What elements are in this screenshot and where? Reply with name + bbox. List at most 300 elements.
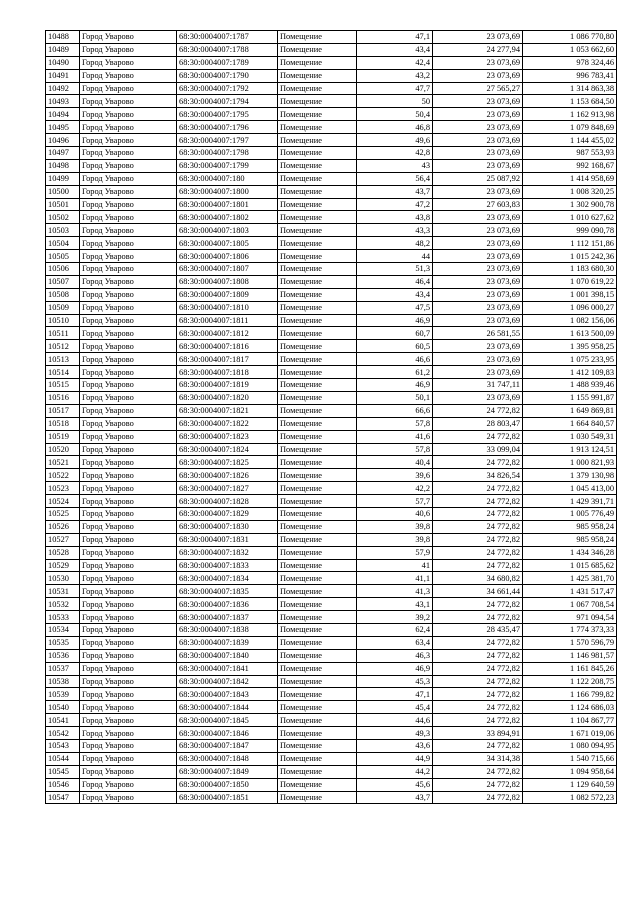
area-cell: 50,1 [357, 391, 433, 404]
unit-cost-cell: 23 073,69 [433, 56, 523, 69]
table-row [46, 185, 617, 198]
row-number-cell: 10501 [46, 198, 80, 211]
area-cell: 48,2 [357, 237, 433, 250]
table-row [46, 31, 617, 44]
cadastral-number-cell: 68:30:0004007:1799 [177, 159, 278, 172]
cadastral-number-cell: 68:30:0004007:1841 [177, 662, 278, 675]
table-row [46, 379, 617, 392]
area-cell: 49,6 [357, 134, 433, 147]
area-cell: 42,2 [357, 482, 433, 495]
area-cell: 60,7 [357, 327, 433, 340]
table-row [46, 752, 617, 765]
unit-cost-cell: 23 073,69 [433, 288, 523, 301]
row-number-cell: 10536 [46, 649, 80, 662]
area-cell: 47,5 [357, 301, 433, 314]
area-cell: 39,6 [357, 469, 433, 482]
area-cell: 45,3 [357, 675, 433, 688]
unit-cost-cell: 23 073,69 [433, 250, 523, 263]
unit-cost-cell: 23 073,69 [433, 275, 523, 288]
cadastral-value-cell: 1 144 455,02 [523, 134, 617, 147]
area-cell: 45,6 [357, 778, 433, 791]
cadastral-value-cell: 1 671 019,06 [523, 727, 617, 740]
table-row [46, 701, 617, 714]
cadastral-value-cell: 1 000 821,93 [523, 456, 617, 469]
cadastral-value-cell: 1 314 863,38 [523, 82, 617, 95]
settlement-name-cell: Город Уварово [80, 198, 177, 211]
table-row [46, 417, 617, 430]
unit-cost-cell: 24 772,82 [433, 533, 523, 546]
unit-cost-cell: 23 073,69 [433, 340, 523, 353]
table-row [46, 366, 617, 379]
cadastral-value-cell: 1 015 242,36 [523, 250, 617, 263]
area-cell: 46,9 [357, 662, 433, 675]
unit-cost-cell: 34 314,38 [433, 752, 523, 765]
settlement-name-cell: Город Уварово [80, 31, 177, 44]
cadastral-number-cell: 68:30:0004007:1788 [177, 43, 278, 56]
object-type-cell: Помещение [278, 185, 357, 198]
table-row [46, 56, 617, 69]
settlement-name-cell: Город Уварово [80, 301, 177, 314]
row-number-cell: 10495 [46, 121, 80, 134]
table-row [46, 688, 617, 701]
settlement-name-cell: Город Уварово [80, 82, 177, 95]
table-row [46, 108, 617, 121]
settlement-name-cell: Город Уварово [80, 56, 177, 69]
row-number-cell: 10490 [46, 56, 80, 69]
cadastral-number-cell: 68:30:0004007:1792 [177, 82, 278, 95]
settlement-name-cell: Город Уварово [80, 263, 177, 276]
area-cell: 41,3 [357, 585, 433, 598]
object-type-cell: Помещение [278, 675, 357, 688]
object-type-cell: Помещение [278, 301, 357, 314]
object-type-cell: Помещение [278, 379, 357, 392]
cadastral-number-cell: 68:30:0004007:1848 [177, 752, 278, 765]
area-cell: 46,3 [357, 649, 433, 662]
row-number-cell: 10539 [46, 688, 80, 701]
row-number-cell: 10489 [46, 43, 80, 56]
cadastral-number-cell: 68:30:0004007:1838 [177, 623, 278, 636]
settlement-name-cell: Город Уварово [80, 611, 177, 624]
unit-cost-cell: 23 073,69 [433, 391, 523, 404]
cadastral-value-cell: 1 302 900,78 [523, 198, 617, 211]
area-cell: 47,2 [357, 198, 433, 211]
cadastral-value-cell: 1 913 124,51 [523, 443, 617, 456]
area-cell: 43,2 [357, 69, 433, 82]
cadastral-value-cell: 1 005 776,49 [523, 507, 617, 520]
settlement-name-cell: Город Уварово [80, 662, 177, 675]
area-cell: 62,4 [357, 623, 433, 636]
cadastral-value-cell: 1 080 094,95 [523, 739, 617, 752]
table-row [46, 623, 617, 636]
cadastral-number-cell: 68:30:0004007:1847 [177, 739, 278, 752]
object-type-cell: Помещение [278, 636, 357, 649]
table-row [46, 275, 617, 288]
unit-cost-cell: 24 772,82 [433, 546, 523, 559]
settlement-name-cell: Город Уварово [80, 520, 177, 533]
settlement-name-cell: Город Уварово [80, 69, 177, 82]
cadastral-value-cell: 1 488 939,46 [523, 379, 617, 392]
row-number-cell: 10527 [46, 533, 80, 546]
unit-cost-cell: 24 772,82 [433, 611, 523, 624]
cadastral-number-cell: 68:30:0004007:1834 [177, 572, 278, 585]
object-type-cell: Помещение [278, 69, 357, 82]
row-number-cell: 10505 [46, 250, 80, 263]
cadastral-number-cell: 68:30:0004007:1823 [177, 430, 278, 443]
object-type-cell: Помещение [278, 211, 357, 224]
unit-cost-cell: 24 772,82 [433, 791, 523, 804]
table-row [46, 443, 617, 456]
settlement-name-cell: Город Уварово [80, 714, 177, 727]
unit-cost-cell: 24 772,82 [433, 739, 523, 752]
object-type-cell: Помещение [278, 327, 357, 340]
settlement-name-cell: Город Уварово [80, 778, 177, 791]
area-cell: 44,6 [357, 714, 433, 727]
object-type-cell: Помещение [278, 662, 357, 675]
area-cell: 60,5 [357, 340, 433, 353]
object-type-cell: Помещение [278, 739, 357, 752]
object-type-cell: Помещение [278, 456, 357, 469]
cadastral-value-cell: 1 166 799,82 [523, 688, 617, 701]
settlement-name-cell: Город Уварово [80, 159, 177, 172]
cadastral-value-cell: 1 412 109,83 [523, 366, 617, 379]
table-row [46, 263, 617, 276]
cadastral-number-cell: 68:30:0004007:1846 [177, 727, 278, 740]
table-row [46, 495, 617, 508]
unit-cost-cell: 34 661,44 [433, 585, 523, 598]
cadastral-number-cell: 68:30:0004007:1807 [177, 263, 278, 276]
object-type-cell: Помещение [278, 353, 357, 366]
cadastral-value-cell: 1 079 848,69 [523, 121, 617, 134]
cadastral-value-cell: 1 104 867,77 [523, 714, 617, 727]
row-number-cell: 10493 [46, 95, 80, 108]
object-type-cell: Помещение [278, 263, 357, 276]
row-number-cell: 10525 [46, 507, 80, 520]
object-type-cell: Помещение [278, 559, 357, 572]
unit-cost-cell: 23 073,69 [433, 366, 523, 379]
unit-cost-cell: 24 772,82 [433, 765, 523, 778]
row-number-cell: 10523 [46, 482, 80, 495]
row-number-cell: 10507 [46, 275, 80, 288]
unit-cost-cell: 28 803,47 [433, 417, 523, 430]
table-row [46, 224, 617, 237]
area-cell: 39,8 [357, 533, 433, 546]
row-number-cell: 10497 [46, 147, 80, 160]
unit-cost-cell: 24 772,82 [433, 649, 523, 662]
row-number-cell: 10528 [46, 546, 80, 559]
object-type-cell: Помещение [278, 134, 357, 147]
settlement-name-cell: Город Уварово [80, 147, 177, 160]
object-type-cell: Помещение [278, 340, 357, 353]
object-type-cell: Помещение [278, 430, 357, 443]
unit-cost-cell: 23 073,69 [433, 69, 523, 82]
unit-cost-cell: 24 772,82 [433, 495, 523, 508]
object-type-cell: Помещение [278, 546, 357, 559]
settlement-name-cell: Город Уварово [80, 688, 177, 701]
cadastral-value-cell: 971 094,54 [523, 611, 617, 624]
table-row [46, 314, 617, 327]
area-cell: 41 [357, 559, 433, 572]
settlement-name-cell: Город Уварово [80, 340, 177, 353]
row-number-cell: 10492 [46, 82, 80, 95]
row-number-cell: 10514 [46, 366, 80, 379]
settlement-name-cell: Город Уварово [80, 623, 177, 636]
unit-cost-cell: 24 772,82 [433, 598, 523, 611]
settlement-name-cell: Город Уварово [80, 701, 177, 714]
cadastral-number-cell: 68:30:0004007:1828 [177, 495, 278, 508]
table-row [46, 211, 617, 224]
unit-cost-cell: 24 772,82 [433, 778, 523, 791]
cadastral-number-cell: 68:30:0004007:1844 [177, 701, 278, 714]
row-number-cell: 10521 [46, 456, 80, 469]
unit-cost-cell: 24 772,82 [433, 482, 523, 495]
settlement-name-cell: Город Уварово [80, 121, 177, 134]
settlement-name-cell: Город Уварово [80, 482, 177, 495]
settlement-name-cell: Город Уварово [80, 752, 177, 765]
unit-cost-cell: 23 073,69 [433, 263, 523, 276]
table-row [46, 159, 617, 172]
cadastral-value-cell: 1 067 708,54 [523, 598, 617, 611]
unit-cost-cell: 24 772,82 [433, 675, 523, 688]
row-number-cell: 10504 [46, 237, 80, 250]
object-type-cell: Помещение [278, 56, 357, 69]
cadastral-number-cell: 68:30:0004007:1789 [177, 56, 278, 69]
table-row [46, 714, 617, 727]
unit-cost-cell: 33 099,04 [433, 443, 523, 456]
cadastral-value-cell: 1 434 346,28 [523, 546, 617, 559]
area-cell: 51,3 [357, 263, 433, 276]
settlement-name-cell: Город Уварово [80, 456, 177, 469]
area-cell: 49,3 [357, 727, 433, 740]
area-cell: 43,7 [357, 791, 433, 804]
settlement-name-cell: Город Уварово [80, 727, 177, 740]
cadastral-value-cell: 1 414 958,69 [523, 172, 617, 185]
area-cell: 41,1 [357, 572, 433, 585]
object-type-cell: Помещение [278, 778, 357, 791]
object-type-cell: Помещение [278, 43, 357, 56]
cadastral-number-cell: 68:30:0004007:180 [177, 172, 278, 185]
cadastral-value-cell: 1 431 517,47 [523, 585, 617, 598]
settlement-name-cell: Город Уварово [80, 469, 177, 482]
area-cell: 44,9 [357, 752, 433, 765]
settlement-name-cell: Город Уварово [80, 430, 177, 443]
cadastral-value-cell: 1 429 391,71 [523, 495, 617, 508]
settlement-name-cell: Город Уварово [80, 314, 177, 327]
object-type-cell: Помещение [278, 495, 357, 508]
table-row [46, 69, 617, 82]
table-row [46, 327, 617, 340]
row-number-cell: 10546 [46, 778, 80, 791]
object-type-cell: Помещение [278, 391, 357, 404]
object-type-cell: Помещение [278, 95, 357, 108]
cadastral-number-cell: 68:30:0004007:1790 [177, 69, 278, 82]
cadastral-number-cell: 68:30:0004007:1808 [177, 275, 278, 288]
row-number-cell: 10516 [46, 391, 80, 404]
table-row [46, 765, 617, 778]
cadastral-number-cell: 68:30:0004007:1803 [177, 224, 278, 237]
row-number-cell: 10533 [46, 611, 80, 624]
row-number-cell: 10540 [46, 701, 80, 714]
area-cell: 40,4 [357, 456, 433, 469]
cadastral-value-cell: 1 030 549,31 [523, 430, 617, 443]
settlement-name-cell: Город Уварово [80, 211, 177, 224]
cadastral-value-cell: 1 008 320,25 [523, 185, 617, 198]
area-cell: 47,7 [357, 82, 433, 95]
settlement-name-cell: Город Уварово [80, 108, 177, 121]
unit-cost-cell: 23 073,69 [433, 224, 523, 237]
row-number-cell: 10519 [46, 430, 80, 443]
object-type-cell: Помещение [278, 533, 357, 546]
table-row [46, 340, 617, 353]
table-row [46, 288, 617, 301]
object-type-cell: Помещение [278, 507, 357, 520]
cadastral-number-cell: 68:30:0004007:1851 [177, 791, 278, 804]
cadastral-value-cell: 1 395 958,25 [523, 340, 617, 353]
cadastral-number-cell: 68:30:0004007:1827 [177, 482, 278, 495]
settlement-name-cell: Город Уварово [80, 288, 177, 301]
unit-cost-cell: 24 772,82 [433, 404, 523, 417]
area-cell: 57,8 [357, 417, 433, 430]
table-row [46, 430, 617, 443]
settlement-name-cell: Город Уварово [80, 546, 177, 559]
row-number-cell: 10488 [46, 31, 80, 44]
settlement-name-cell: Город Уварово [80, 636, 177, 649]
table-row [46, 456, 617, 469]
row-number-cell: 10515 [46, 379, 80, 392]
cadastral-value-cell: 1 122 208,75 [523, 675, 617, 688]
area-cell: 39,8 [357, 520, 433, 533]
cadastral-value-cell: 1 570 596,79 [523, 636, 617, 649]
object-type-cell: Помещение [278, 237, 357, 250]
unit-cost-cell: 23 073,69 [433, 147, 523, 160]
area-cell: 40,6 [357, 507, 433, 520]
unit-cost-cell: 28 435,47 [433, 623, 523, 636]
cadastral-value-cell: 1 082 156,06 [523, 314, 617, 327]
unit-cost-cell: 23 073,69 [433, 108, 523, 121]
row-number-cell: 10530 [46, 572, 80, 585]
settlement-name-cell: Город Уварово [80, 533, 177, 546]
table-row [46, 172, 617, 185]
object-type-cell: Помещение [278, 224, 357, 237]
area-cell: 43,8 [357, 211, 433, 224]
cadastral-value-cell: 1 124 686,03 [523, 701, 617, 714]
cadastral-value-table [45, 30, 617, 804]
area-cell: 42,4 [357, 56, 433, 69]
cadastral-number-cell: 68:30:0004007:1832 [177, 546, 278, 559]
cadastral-number-cell: 68:30:0004007:1810 [177, 301, 278, 314]
settlement-name-cell: Город Уварово [80, 327, 177, 340]
object-type-cell: Помещение [278, 288, 357, 301]
table-row [46, 559, 617, 572]
row-number-cell: 10541 [46, 714, 80, 727]
row-number-cell: 10509 [46, 301, 80, 314]
table-row [46, 353, 617, 366]
area-cell: 46,8 [357, 121, 433, 134]
row-number-cell: 10512 [46, 340, 80, 353]
row-number-cell: 10529 [46, 559, 80, 572]
settlement-name-cell: Город Уварово [80, 559, 177, 572]
cadastral-number-cell: 68:30:0004007:1795 [177, 108, 278, 121]
object-type-cell: Помещение [278, 314, 357, 327]
object-type-cell: Помещение [278, 108, 357, 121]
table-row [46, 147, 617, 160]
area-cell: 41,6 [357, 430, 433, 443]
table-row [46, 95, 617, 108]
settlement-name-cell: Город Уварово [80, 649, 177, 662]
cadastral-number-cell: 68:30:0004007:1820 [177, 391, 278, 404]
cadastral-value-cell: 1 129 640,59 [523, 778, 617, 791]
cadastral-number-cell: 68:30:0004007:1796 [177, 121, 278, 134]
row-number-cell: 10544 [46, 752, 80, 765]
settlement-name-cell: Город Уварово [80, 353, 177, 366]
cadastral-value-cell: 1 053 662,60 [523, 43, 617, 56]
unit-cost-cell: 23 073,69 [433, 31, 523, 44]
unit-cost-cell: 23 073,69 [433, 353, 523, 366]
cadastral-number-cell: 68:30:0004007:1819 [177, 379, 278, 392]
table-row [46, 82, 617, 95]
object-type-cell: Помещение [278, 752, 357, 765]
unit-cost-cell: 24 277,94 [433, 43, 523, 56]
unit-cost-cell: 34 826,54 [433, 469, 523, 482]
object-type-cell: Помещение [278, 649, 357, 662]
table-row [46, 791, 617, 804]
table-row [46, 520, 617, 533]
settlement-name-cell: Город Уварово [80, 275, 177, 288]
cadastral-number-cell: 68:30:0004007:1830 [177, 520, 278, 533]
cadastral-value-cell: 1 649 869,81 [523, 404, 617, 417]
unit-cost-cell: 31 747,11 [433, 379, 523, 392]
cadastral-number-cell: 68:30:0004007:1840 [177, 649, 278, 662]
row-number-cell: 10500 [46, 185, 80, 198]
settlement-name-cell: Город Уварово [80, 391, 177, 404]
row-number-cell: 10517 [46, 404, 80, 417]
cadastral-number-cell: 68:30:0004007:1798 [177, 147, 278, 160]
settlement-name-cell: Город Уварово [80, 95, 177, 108]
cadastral-number-cell: 68:30:0004007:1842 [177, 675, 278, 688]
settlement-name-cell: Город Уварово [80, 172, 177, 185]
table-row [46, 121, 617, 134]
settlement-name-cell: Город Уварово [80, 765, 177, 778]
cadastral-number-cell: 68:30:0004007:1824 [177, 443, 278, 456]
settlement-name-cell: Город Уварово [80, 366, 177, 379]
cadastral-number-cell: 68:30:0004007:1833 [177, 559, 278, 572]
settlement-name-cell: Город Уварово [80, 739, 177, 752]
cadastral-number-cell: 68:30:0004007:1811 [177, 314, 278, 327]
unit-cost-cell: 23 073,69 [433, 159, 523, 172]
table-row [46, 533, 617, 546]
row-number-cell: 10545 [46, 765, 80, 778]
area-cell: 66,6 [357, 404, 433, 417]
object-type-cell: Помещение [278, 482, 357, 495]
cadastral-number-cell: 68:30:0004007:1794 [177, 95, 278, 108]
settlement-name-cell: Город Уварово [80, 585, 177, 598]
row-number-cell: 10543 [46, 739, 80, 752]
row-number-cell: 10496 [46, 134, 80, 147]
cadastral-number-cell: 68:30:0004007:1787 [177, 31, 278, 44]
cadastral-value-cell: 985 958,24 [523, 533, 617, 546]
cadastral-number-cell: 68:30:0004007:1817 [177, 353, 278, 366]
row-number-cell: 10503 [46, 224, 80, 237]
cadastral-number-cell: 68:30:0004007:1843 [177, 688, 278, 701]
area-cell: 42,8 [357, 147, 433, 160]
row-number-cell: 10537 [46, 662, 80, 675]
cadastral-number-cell: 68:30:0004007:1809 [177, 288, 278, 301]
cadastral-number-cell: 68:30:0004007:1825 [177, 456, 278, 469]
area-cell: 50,4 [357, 108, 433, 121]
object-type-cell: Помещение [278, 727, 357, 740]
row-number-cell: 10524 [46, 495, 80, 508]
object-type-cell: Помещение [278, 623, 357, 636]
area-cell: 61,2 [357, 366, 433, 379]
